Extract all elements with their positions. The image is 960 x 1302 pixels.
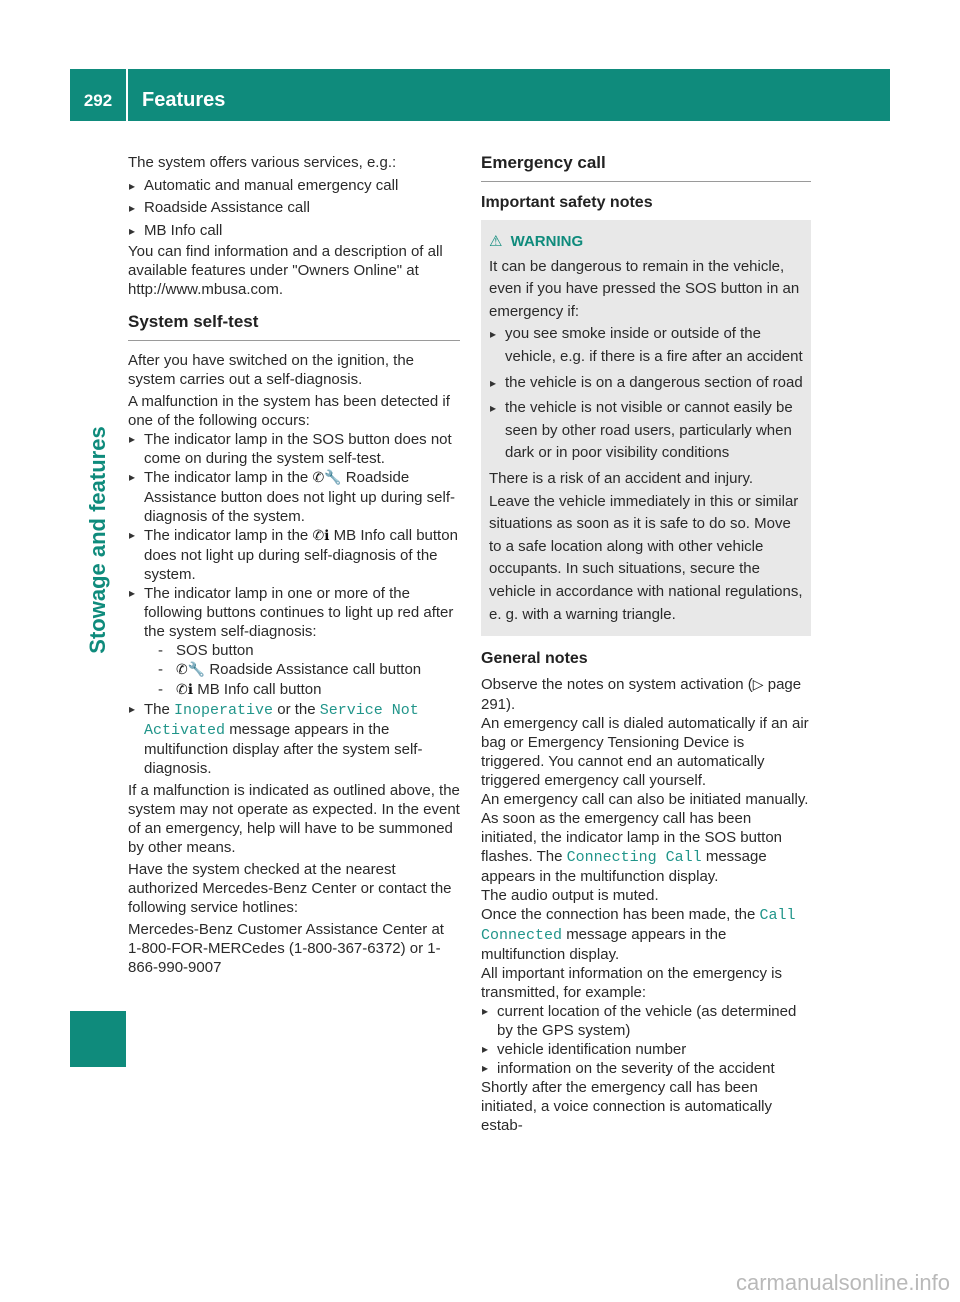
list-item [158, 680, 460, 700]
list-item [128, 584, 460, 700]
text: Roadside Assistance button does not light up during self-diagnosis of the system. [144, 468, 456, 525]
text: As soon as the emergency call has been initiated, the indicator lamp in the SOS button flashes. The [481, 809, 783, 865]
text: Observe the notes on system activation ( [481, 675, 753, 693]
general-note: An emergency call is dialed automatically if an air bag or Emergency Tensioning Device is triggered. You cannot end an automatically triggered emergency call yourself. [481, 714, 809, 789]
warning-triangle-icon: ⚠ [489, 232, 503, 250]
phone-info-icon: ✆ℹ [176, 681, 194, 698]
text: message appears in the multifunction display. [481, 925, 727, 963]
list-item: ▸ the vehicle is on a dangerous section of road [489, 372, 803, 395]
section-heading-emergency-call: Emergency call [481, 152, 811, 182]
text: message appears in the multifunction display. [481, 847, 767, 885]
services-list [128, 175, 460, 243]
text: The indicator lamp in the [144, 468, 309, 486]
header-divider [126, 69, 128, 121]
list-item [158, 660, 460, 680]
page-reference-link[interactable]: page 291). [481, 675, 802, 713]
text: The [144, 700, 170, 718]
self-test-paragraph: After you have switched on the ignition, the system carries out a self-diagnosis. [128, 351, 415, 388]
text: The indicator lamp in the [144, 526, 309, 544]
general-note: Shortly after the emergency call has been initiated, a voice connection is automatically estab- [481, 1078, 772, 1134]
warning-risk: There is a risk of an accident and injury. [489, 469, 754, 487]
text: MB Info call button [197, 680, 322, 698]
intro-text: The system offers various services, e.g.: [128, 154, 397, 171]
list-item: ▸ MB Info call [128, 220, 460, 243]
subheading-safety-notes: Important safety notes [481, 193, 653, 211]
list-item [128, 468, 460, 526]
warning-box [481, 220, 811, 636]
side-tab-marker [70, 1011, 126, 1067]
list-item: ▸ current location of the vehicle (as determined by the GPS system) [481, 1002, 811, 1040]
text: Once the connection has been made, the [481, 905, 756, 923]
display-message: Connecting Call [566, 848, 702, 866]
page-number: 292 [83, 91, 113, 110]
section-heading-self-test: System self-test [128, 311, 460, 341]
general-note: An emergency call can also be initiated manually. [481, 790, 809, 808]
warning-list [489, 323, 803, 465]
list-item: ▸ information on the severity of the accident [481, 1059, 811, 1078]
malfunction-list [128, 430, 460, 778]
general-note [481, 905, 811, 964]
list-item: ▸ the vehicle is not visible or cannot easily be seen by other road users, particularly when dark or in poor visibility conditions [489, 397, 803, 465]
text: or the [277, 700, 316, 718]
general-note [481, 675, 811, 714]
list-item [128, 526, 460, 584]
left-column [128, 152, 460, 977]
text: MB Info call button does not light up during self-diagnosis of the system. [144, 526, 458, 583]
list-item: ▸ The indicator lamp in the SOS button does not come on during the system self-test. [128, 430, 460, 468]
general-note [481, 809, 811, 886]
page-title: Features [142, 89, 226, 111]
list-item: ▸ you see smoke inside or outside of the vehicle, e.g. if there is a fire after an accident [489, 323, 803, 368]
list-item [128, 700, 460, 778]
right-column [481, 152, 811, 1135]
owners-online-text: You can find information and a description of all available features under "Owners Online" at http://www.mbusa.com. [128, 243, 443, 298]
list-item: ▸ Automatic and manual emergency call [128, 175, 460, 198]
display-message: Call Connected [481, 906, 796, 944]
page-ref-arrow-icon: ▷ [752, 676, 764, 693]
subheading-general-notes: General notes [481, 650, 588, 668]
hotline-paragraph: Mercedes-Benz Customer Assistance Center at 1-800-FOR-MERCedes (1-800-367-6372) or 1-866-990-9007 [128, 920, 444, 976]
phone-wrench-icon: ✆🔧 [176, 661, 206, 678]
malfunction-intro: A malfunction in the system has been detected if one of the following occurs: [128, 392, 450, 429]
general-note: All important information on the emergency is transmitted, for example: [481, 964, 782, 1001]
warning-label: WARNING [510, 233, 584, 250]
warning-title [489, 230, 803, 254]
list-item: ▸ vehicle identification number [481, 1040, 811, 1059]
malfunction-paragraph: If a malfunction is indicated as outlined above, the system may not operate as expected. In the event of an emergency, help will have to be summoned by other means. [128, 781, 460, 856]
text: Roadside Assistance call button [209, 660, 422, 678]
page-header [70, 69, 890, 121]
phone-wrench-icon: ✆🔧 [312, 469, 342, 486]
watermark: carmanualsonline.info [735, 1270, 950, 1295]
text: The indicator lamp in one or more of the following buttons continues to light up red after the system self-diagnosis: [144, 584, 454, 640]
phone-info-icon: ✆ℹ [312, 527, 330, 544]
list-item: - SOS button [158, 641, 460, 660]
dash-list [144, 641, 460, 700]
warning-paragraph: It can be dangerous to remain in the vehicle, even if you have pressed the SOS button in an emergency if: [489, 257, 800, 320]
transmitted-info-list [481, 1002, 811, 1078]
side-tab-label: Stowage and features [85, 426, 110, 654]
display-message: Inoperative [174, 701, 274, 719]
warning-instructions: Leave the vehicle immediately in this or similar situations as soon as it is safe to do so. Move to a safe location along with other vehicle occupants. In such situations, secure the vehicle in accordance with national regulations, e. g. with a warning triangle. [489, 492, 803, 623]
service-check-paragraph: Have the system checked at the nearest authorized Mercedes-Benz Center or contact the following service hotlines: [128, 860, 452, 916]
list-item: ▸ Roadside Assistance call [128, 197, 460, 220]
text: message appears in the multifunction display after the system self-diagnosis. [144, 720, 423, 777]
display-message: Service Not Activated [144, 701, 419, 739]
general-note: The audio output is muted. [481, 886, 659, 904]
